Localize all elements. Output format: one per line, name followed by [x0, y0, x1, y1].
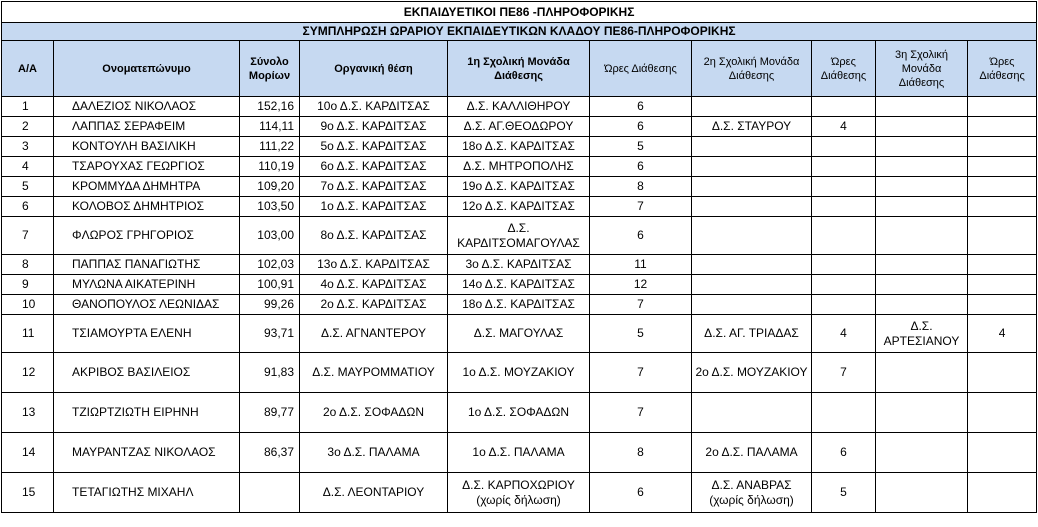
row-school3 — [876, 275, 968, 295]
row-hours2 — [812, 177, 876, 197]
row-hours2 — [812, 275, 876, 295]
row-school3 — [876, 433, 968, 473]
row-school1: Δ.Σ. ΚΑΡΠΟΧΩΡΙΟΥ (χωρίς δήλωση) — [448, 473, 590, 513]
row-name: ΚΟΛΟΒΟΣ ΔΗΜΗΤΡΙΟΣ — [54, 197, 240, 217]
row-hours1: 5 — [590, 137, 692, 157]
header-hours3: Ώρες Διάθεσης — [968, 41, 1037, 97]
row-hours1: 7 — [590, 393, 692, 433]
row-organic-position: 8ο Δ.Σ. ΚΑΡΔΙΤΣΑΣ — [300, 217, 448, 255]
row-aa: 6 — [2, 197, 54, 217]
row-school2: Δ.Σ. ΑΝΑΒΡΑΣ (χωρίς δήλωση) — [692, 473, 812, 513]
row-hours2 — [812, 295, 876, 315]
table-row — [2, 275, 1037, 295]
row-hours3 — [968, 157, 1037, 177]
row-school2 — [692, 217, 812, 255]
row-hours3 — [968, 255, 1037, 275]
row-score: 93,71 — [240, 315, 300, 353]
row-organic-position: Δ.Σ. ΑΓΝΑΝΤΕΡΟΥ — [300, 315, 448, 353]
row-hours2: 4 — [812, 315, 876, 353]
row-school1: 18ο Δ.Σ. ΚΑΡΔΙΤΣΑΣ — [448, 137, 590, 157]
row-school2 — [692, 197, 812, 217]
header-name: Ονοματεπώνυμο — [54, 41, 240, 97]
row-school1: 19ο Δ.Σ. ΚΑΡΔΙΤΣΑΣ — [448, 177, 590, 197]
row-hours2: 5 — [812, 473, 876, 513]
row-score: 100,91 — [240, 275, 300, 295]
row-score: 89,77 — [240, 393, 300, 433]
row-name: ΦΛΩΡΟΣ ΓΡΗΓΟΡΙΟΣ — [54, 217, 240, 255]
table-row — [2, 117, 1037, 137]
row-hours1: 8 — [590, 433, 692, 473]
row-score: 99,26 — [240, 295, 300, 315]
row-hours2 — [812, 217, 876, 255]
table-row — [2, 473, 1037, 513]
row-aa: 3 — [2, 137, 54, 157]
row-hours3 — [968, 433, 1037, 473]
row-hours2 — [812, 255, 876, 275]
row-school3 — [876, 217, 968, 255]
teachers-table — [1, 1, 1037, 513]
table-row — [2, 157, 1037, 177]
row-organic-position: 13ο Δ.Σ. ΚΑΡΔΙΤΣΑΣ — [300, 255, 448, 275]
row-aa: 15 — [2, 473, 54, 513]
row-hours3: 4 — [968, 315, 1037, 353]
row-school3 — [876, 117, 968, 137]
row-hours1: 6 — [590, 217, 692, 255]
row-score: 114,11 — [240, 117, 300, 137]
header-school1: 1η Σχολική Μονάδα Διάθεσης — [448, 41, 590, 97]
row-school1: 1ο Δ.Σ. ΣΟΦΑΔΩΝ — [448, 393, 590, 433]
row-hours1: 7 — [590, 197, 692, 217]
row-organic-position: 1ο Δ.Σ. ΚΑΡΔΙΤΣΑΣ — [300, 197, 448, 217]
row-score: 152,16 — [240, 97, 300, 117]
row-hours2 — [812, 197, 876, 217]
table-row — [2, 315, 1037, 353]
row-score: 103,00 — [240, 217, 300, 255]
row-school2: Δ.Σ. ΣΤΑΥΡΟΥ — [692, 117, 812, 137]
table-row — [2, 137, 1037, 157]
row-school2 — [692, 97, 812, 117]
row-name: ΤΣΙΑΜΟΥΡΤΑ ΕΛΕΝΗ — [54, 315, 240, 353]
row-school3 — [876, 197, 968, 217]
row-hours3 — [968, 473, 1037, 513]
row-school3: Δ.Σ. ΑΡΤΕΣΙΑΝΟΥ — [876, 315, 968, 353]
table-row — [2, 295, 1037, 315]
row-name: ΘΑΝΟΠΟΥΛΟΣ ΛΕΩΝΙΔΑΣ — [54, 295, 240, 315]
row-name: ΜΑΥΡΑΝΤΖΑΣ ΝΙΚΟΛΑΟΣ — [54, 433, 240, 473]
row-aa: 9 — [2, 275, 54, 295]
row-hours2: 6 — [812, 433, 876, 473]
row-hours1: 11 — [590, 255, 692, 275]
header-hours1: Ώρες Διάθεσης — [590, 41, 692, 97]
header-org: Οργανική θέση — [300, 41, 448, 97]
row-school3 — [876, 473, 968, 513]
row-organic-position: 7ο Δ.Σ. ΚΑΡΔΙΤΣΑΣ — [300, 177, 448, 197]
row-hours1: 6 — [590, 157, 692, 177]
table-row — [2, 217, 1037, 255]
row-school3 — [876, 137, 968, 157]
header-aa: Α/Α — [2, 41, 54, 97]
row-school2 — [692, 393, 812, 433]
row-hours2 — [812, 137, 876, 157]
row-school1: 3ο Δ.Σ. ΚΑΡΔΙΤΣΑΣ — [448, 255, 590, 275]
row-hours2: 7 — [812, 353, 876, 393]
row-organic-position: 9ο Δ.Σ. ΚΑΡΔΙΤΣΑΣ — [300, 117, 448, 137]
row-school1: 14ο Δ.Σ. ΚΑΡΔΙΤΣΑΣ — [448, 275, 590, 295]
row-aa: 8 — [2, 255, 54, 275]
row-hours3 — [968, 177, 1037, 197]
header-hours2: Ώρες Διάθεσης — [812, 41, 876, 97]
row-organic-position: 6ο Δ.Σ. ΚΑΡΔΙΤΣΑΣ — [300, 157, 448, 177]
row-aa: 1 — [2, 97, 54, 117]
row-aa: 4 — [2, 157, 54, 177]
row-score: 103,50 — [240, 197, 300, 217]
row-school2: 2ο Δ.Σ. ΠΑΛΑΜΑ — [692, 433, 812, 473]
header-score: Σύνολο Μορίων — [240, 41, 300, 97]
table-row — [2, 197, 1037, 217]
table-title: ΕΚΠΑΙΔΥΕΤΙΚΟΙ ΠΕ86 -ΠΛΗΡΟΦΟΡΙΚΗΣ — [2, 2, 1037, 23]
row-hours1: 6 — [590, 473, 692, 513]
row-school1: 12ο Δ.Σ. ΚΑΡΔΙΤΣΑΣ — [448, 197, 590, 217]
row-score: 110,19 — [240, 157, 300, 177]
row-organic-position: 4ο Δ.Σ. ΚΑΡΔΙΤΣΑΣ — [300, 275, 448, 295]
row-organic-position: 5ο Δ.Σ. ΚΑΡΔΙΤΣΑΣ — [300, 137, 448, 157]
row-hours3 — [968, 97, 1037, 117]
row-school3 — [876, 295, 968, 315]
row-school3 — [876, 255, 968, 275]
row-name: ΔΑΛΕΖΙΟΣ ΝΙΚΟΛΑΟΣ — [54, 97, 240, 117]
table-row — [2, 255, 1037, 275]
row-hours3 — [968, 393, 1037, 433]
row-school2 — [692, 275, 812, 295]
row-name: ΠΑΠΠΑΣ ΠΑΝΑΓΙΩΤΗΣ — [54, 255, 240, 275]
row-organic-position: 2ο Δ.Σ. ΣΟΦΑΔΩΝ — [300, 393, 448, 433]
row-aa: 5 — [2, 177, 54, 197]
row-hours1: 5 — [590, 315, 692, 353]
row-school2: Δ.Σ. ΑΓ. ΤΡΙΑΔΑΣ — [692, 315, 812, 353]
row-school3 — [876, 157, 968, 177]
row-hours1: 8 — [590, 177, 692, 197]
row-organic-position: 10ο Δ.Σ. ΚΑΡΔΙΤΣΑΣ — [300, 97, 448, 117]
table-row — [2, 433, 1037, 473]
row-aa: 13 — [2, 393, 54, 433]
row-school3 — [876, 353, 968, 393]
row-aa: 14 — [2, 433, 54, 473]
row-school2 — [692, 255, 812, 275]
row-name: ΤΕΤΑΓΙΩΤΗΣ ΜΙΧΑΗΛ — [54, 473, 240, 513]
row-school2 — [692, 177, 812, 197]
row-hours3 — [968, 353, 1037, 393]
table-row — [2, 177, 1037, 197]
row-hours2: 4 — [812, 117, 876, 137]
row-school3 — [876, 393, 968, 433]
row-hours1: 7 — [590, 353, 692, 393]
header-school2: 2η Σχολική Μονάδα Διάθεσης — [692, 41, 812, 97]
row-name: ΚΟΝΤΟΥΛΗ ΒΑΣΙΛΙΚΗ — [54, 137, 240, 157]
row-score: 111,22 — [240, 137, 300, 157]
row-score — [240, 473, 300, 513]
row-school3 — [876, 97, 968, 117]
row-school1: 1ο Δ.Σ. ΜΟΥΖΑΚΙΟΥ — [448, 353, 590, 393]
row-hours1: 6 — [590, 97, 692, 117]
table-subtitle: ΣΥΜΠΛΗΡΩΣΗ ΩΡΑΡΙΟΥ ΕΚΠΑΙΔΕΥΤΙΚΩΝ ΚΛΑΔΟΥ ΠΕ86-ΠΛΗΡΟΦΟΡΙΚΗΣ — [2, 23, 1037, 41]
row-score: 102,03 — [240, 255, 300, 275]
row-aa: 2 — [2, 117, 54, 137]
row-hours3 — [968, 275, 1037, 295]
row-hours1: 12 — [590, 275, 692, 295]
row-score: 86,37 — [240, 433, 300, 473]
row-school2 — [692, 137, 812, 157]
row-hours1: 7 — [590, 295, 692, 315]
row-hours1: 6 — [590, 117, 692, 137]
row-name: ΤΖΙΩΡΤΖΙΩΤΗ ΕΙΡΗΝΗ — [54, 393, 240, 433]
row-aa: 12 — [2, 353, 54, 393]
row-organic-position: 3ο Δ.Σ. ΠΑΛΑΜΑ — [300, 433, 448, 473]
row-hours3 — [968, 197, 1037, 217]
row-hours3 — [968, 295, 1037, 315]
row-school3 — [876, 177, 968, 197]
row-school1: Δ.Σ. ΜΑΓΟΥΛΑΣ — [448, 315, 590, 353]
row-aa: 10 — [2, 295, 54, 315]
row-school1: Δ.Σ. ΜΗΤΡΟΠΟΛΗΣ — [448, 157, 590, 177]
row-hours2 — [812, 97, 876, 117]
row-school1: 18ο Δ.Σ. ΚΑΡΔΙΤΣΑΣ — [448, 295, 590, 315]
row-organic-position: Δ.Σ. ΜΑΥΡΟΜΜΑΤΙΟΥ — [300, 353, 448, 393]
row-hours3 — [968, 137, 1037, 157]
row-hours2 — [812, 157, 876, 177]
header-school3: 3η Σχολική Μονάδα Διάθεσης — [876, 41, 968, 97]
row-aa: 7 — [2, 217, 54, 255]
row-organic-position: Δ.Σ. ΛΕΟΝΤΑΡΙΟΥ — [300, 473, 448, 513]
row-school1: 1ο Δ.Σ. ΠΑΛΑΜΑ — [448, 433, 590, 473]
row-school1: Δ.Σ. ΑΓ.ΘΕΟΔΩΡΟΥ — [448, 117, 590, 137]
row-name: ΑΚΡΙΒΟΣ ΒΑΣΙΛΕΙΟΣ — [54, 353, 240, 393]
row-school2 — [692, 295, 812, 315]
row-school1: Δ.Σ. ΚΑΛΛΙΘΗΡΟΥ — [448, 97, 590, 117]
table-row — [2, 393, 1037, 433]
row-name: ΚΡΟΜΜΥΔΑ ΔΗΜΗΤΡΑ — [54, 177, 240, 197]
table-row — [2, 353, 1037, 393]
table-row — [2, 97, 1037, 117]
row-name: ΜΥΛΩΝΑ ΑΙΚΑΤΕΡΙΝΗ — [54, 275, 240, 295]
row-hours3 — [968, 117, 1037, 137]
row-aa: 11 — [2, 315, 54, 353]
row-name: ΛΑΠΠΑΣ ΣΕΡΑΦΕΙΜ — [54, 117, 240, 137]
row-school2: 2ο Δ.Σ. ΜΟΥΖΑΚΙΟΥ — [692, 353, 812, 393]
row-hours2 — [812, 393, 876, 433]
row-school1: Δ.Σ. ΚΑΡΔΙΤΣΟΜΑΓΟΥΛΑΣ — [448, 217, 590, 255]
row-score: 91,83 — [240, 353, 300, 393]
row-organic-position: 2ο Δ.Σ. ΚΑΡΔΙΤΣΑΣ — [300, 295, 448, 315]
row-score: 109,20 — [240, 177, 300, 197]
row-hours3 — [968, 217, 1037, 255]
row-name: ΤΣΑΡΟΥΧΑΣ ΓΕΩΡΓΙΟΣ — [54, 157, 240, 177]
row-school2 — [692, 157, 812, 177]
